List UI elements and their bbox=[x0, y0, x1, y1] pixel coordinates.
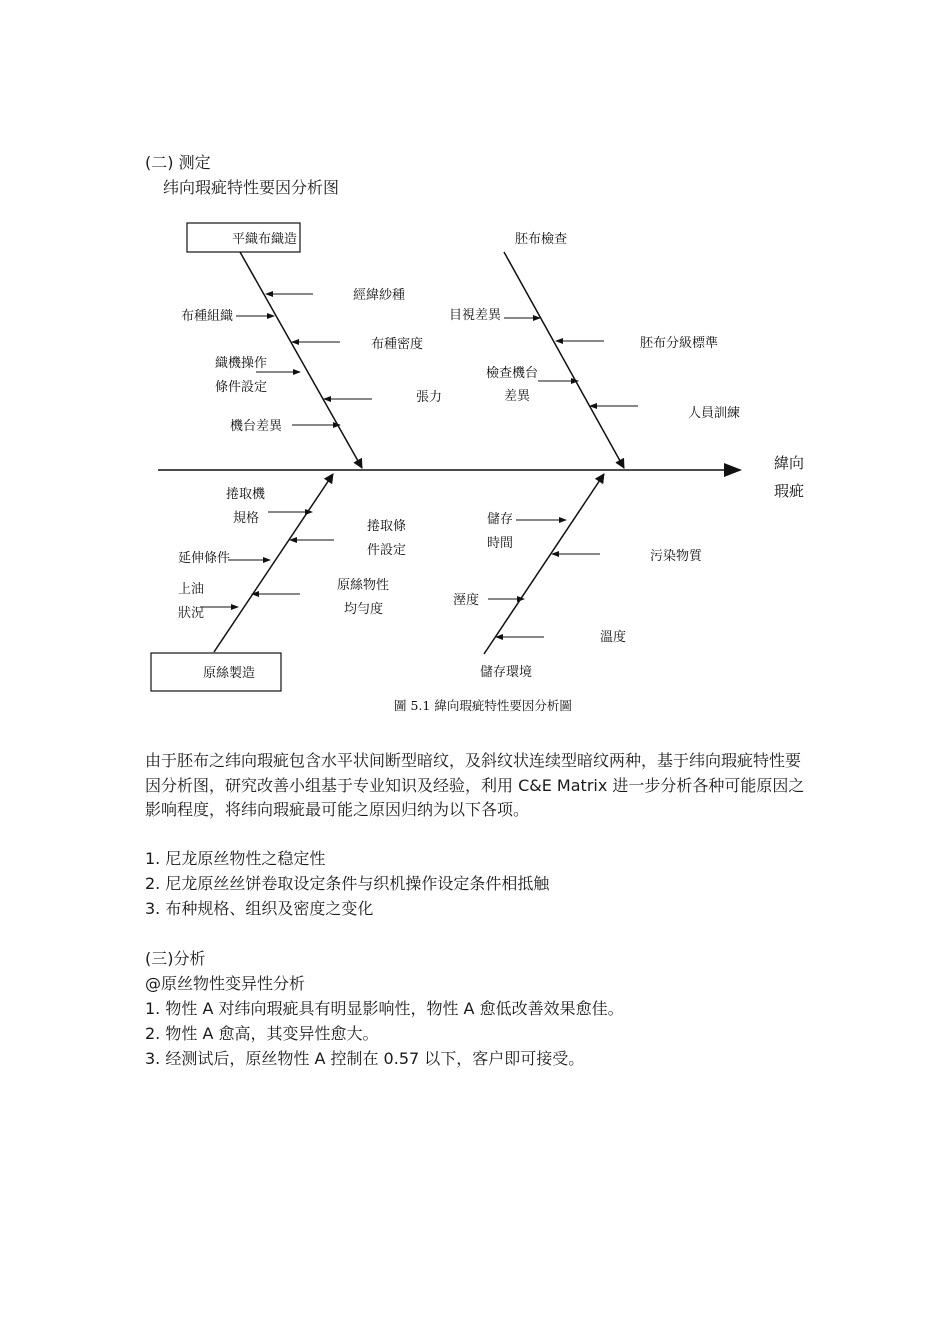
cause-winding-condition-1: 捲取條 bbox=[367, 519, 407, 534]
cause-humidity: 溼度 bbox=[453, 593, 480, 608]
cause-winder-spec-1: 捲取機 bbox=[226, 487, 266, 502]
list-item: 2. 物性 A 愈高，其变异性愈大。 bbox=[145, 1024, 379, 1043]
cause-machine-diff: 機台差異 bbox=[230, 419, 283, 434]
bone-storage bbox=[484, 474, 604, 654]
cause-fabric-density: 布種密度 bbox=[371, 337, 424, 352]
list-item: 3. 布种规格、组织及密度之变化 bbox=[145, 899, 374, 918]
list-item: 2. 尼龙原丝丝饼卷取设定条件与织机操作设定条件相抵触 bbox=[145, 874, 550, 893]
section-heading: (三)分析 bbox=[145, 949, 206, 968]
cause-fabric-structure: 布種組織 bbox=[181, 309, 234, 324]
cause-loom-setting-1: 織機操作 bbox=[215, 356, 268, 371]
effect-label-1: 緯向 bbox=[774, 454, 805, 472]
figure-caption: 圖 5.1 緯向瑕疵特性要因分析圖 bbox=[394, 698, 572, 713]
effect-label-2: 瑕疵 bbox=[774, 482, 805, 500]
cause-inspection-table-1: 檢查機台 bbox=[486, 366, 539, 381]
cause-inspection-table-2: 差異 bbox=[504, 389, 531, 404]
category-greige-inspection: 胚布檢查 bbox=[515, 232, 568, 247]
category-weaving: 平織布織造 bbox=[232, 232, 298, 247]
category-storage-env: 儲存環境 bbox=[480, 665, 533, 680]
bone-inspection bbox=[504, 252, 624, 468]
cause-visual-diff: 目視差異 bbox=[449, 308, 502, 323]
cause-staff-training: 人員訓練 bbox=[688, 406, 741, 421]
cause-stretch-condition: 延伸條件 bbox=[178, 551, 231, 566]
cause-loom-setting-2: 條件設定 bbox=[215, 380, 268, 395]
cause-temperature: 溫度 bbox=[600, 630, 627, 645]
diagram-subtitle: 纬向瑕疵特性要因分析图 bbox=[163, 178, 340, 197]
cause-greige-grading: 胚布分級標準 bbox=[640, 336, 719, 351]
body-paragraph: 由于胚布之纬向瑕疵包含水平状间断型暗纹，及斜纹状连续型暗纹两种，基于纬向瑕疵特性要因分析图，研究改善小组基于专业知识及经验，利用 C&E Matrix 进一步分析各种可能原因之影响程度，将纬向瑕疵最可能之原因归纳为以下各项。 bbox=[145, 751, 805, 819]
cause-oiling-1: 上油 bbox=[178, 582, 205, 597]
cause-tension: 張力 bbox=[416, 390, 443, 405]
list-item: 3. 经测试后，原丝物性 A 控制在 0.57 以下，客户即可接受。 bbox=[145, 1049, 585, 1068]
cause-winding-condition-2: 件設定 bbox=[367, 543, 407, 558]
cause-warp-weft-yarn: 經緯紗種 bbox=[353, 288, 406, 303]
cause-yarn-uniformity-1: 原絲物性 bbox=[337, 578, 390, 593]
category-yarn-making: 原絲製造 bbox=[203, 666, 256, 681]
section-heading: (二) 测定 bbox=[145, 153, 211, 172]
list-item: 1. 物性 A 对纬向瑕疵具有明显影响性，物性 A 愈低改善效果愈佳。 bbox=[145, 999, 624, 1018]
cause-storage-time-2: 時間 bbox=[487, 536, 514, 551]
section-subheading: @原丝物性变异性分析 bbox=[145, 974, 306, 993]
cause-yarn-uniformity-2: 均勻度 bbox=[344, 602, 384, 617]
list-item: 1. 尼龙原丝物性之稳定性 bbox=[145, 849, 326, 868]
cause-contaminants: 污染物質 bbox=[650, 549, 703, 564]
cause-oiling-2: 狀況 bbox=[178, 606, 205, 621]
cause-storage-time-1: 儲存 bbox=[487, 512, 514, 527]
cause-winder-spec-2: 規格 bbox=[233, 511, 260, 526]
spine-arrowhead bbox=[724, 463, 742, 477]
